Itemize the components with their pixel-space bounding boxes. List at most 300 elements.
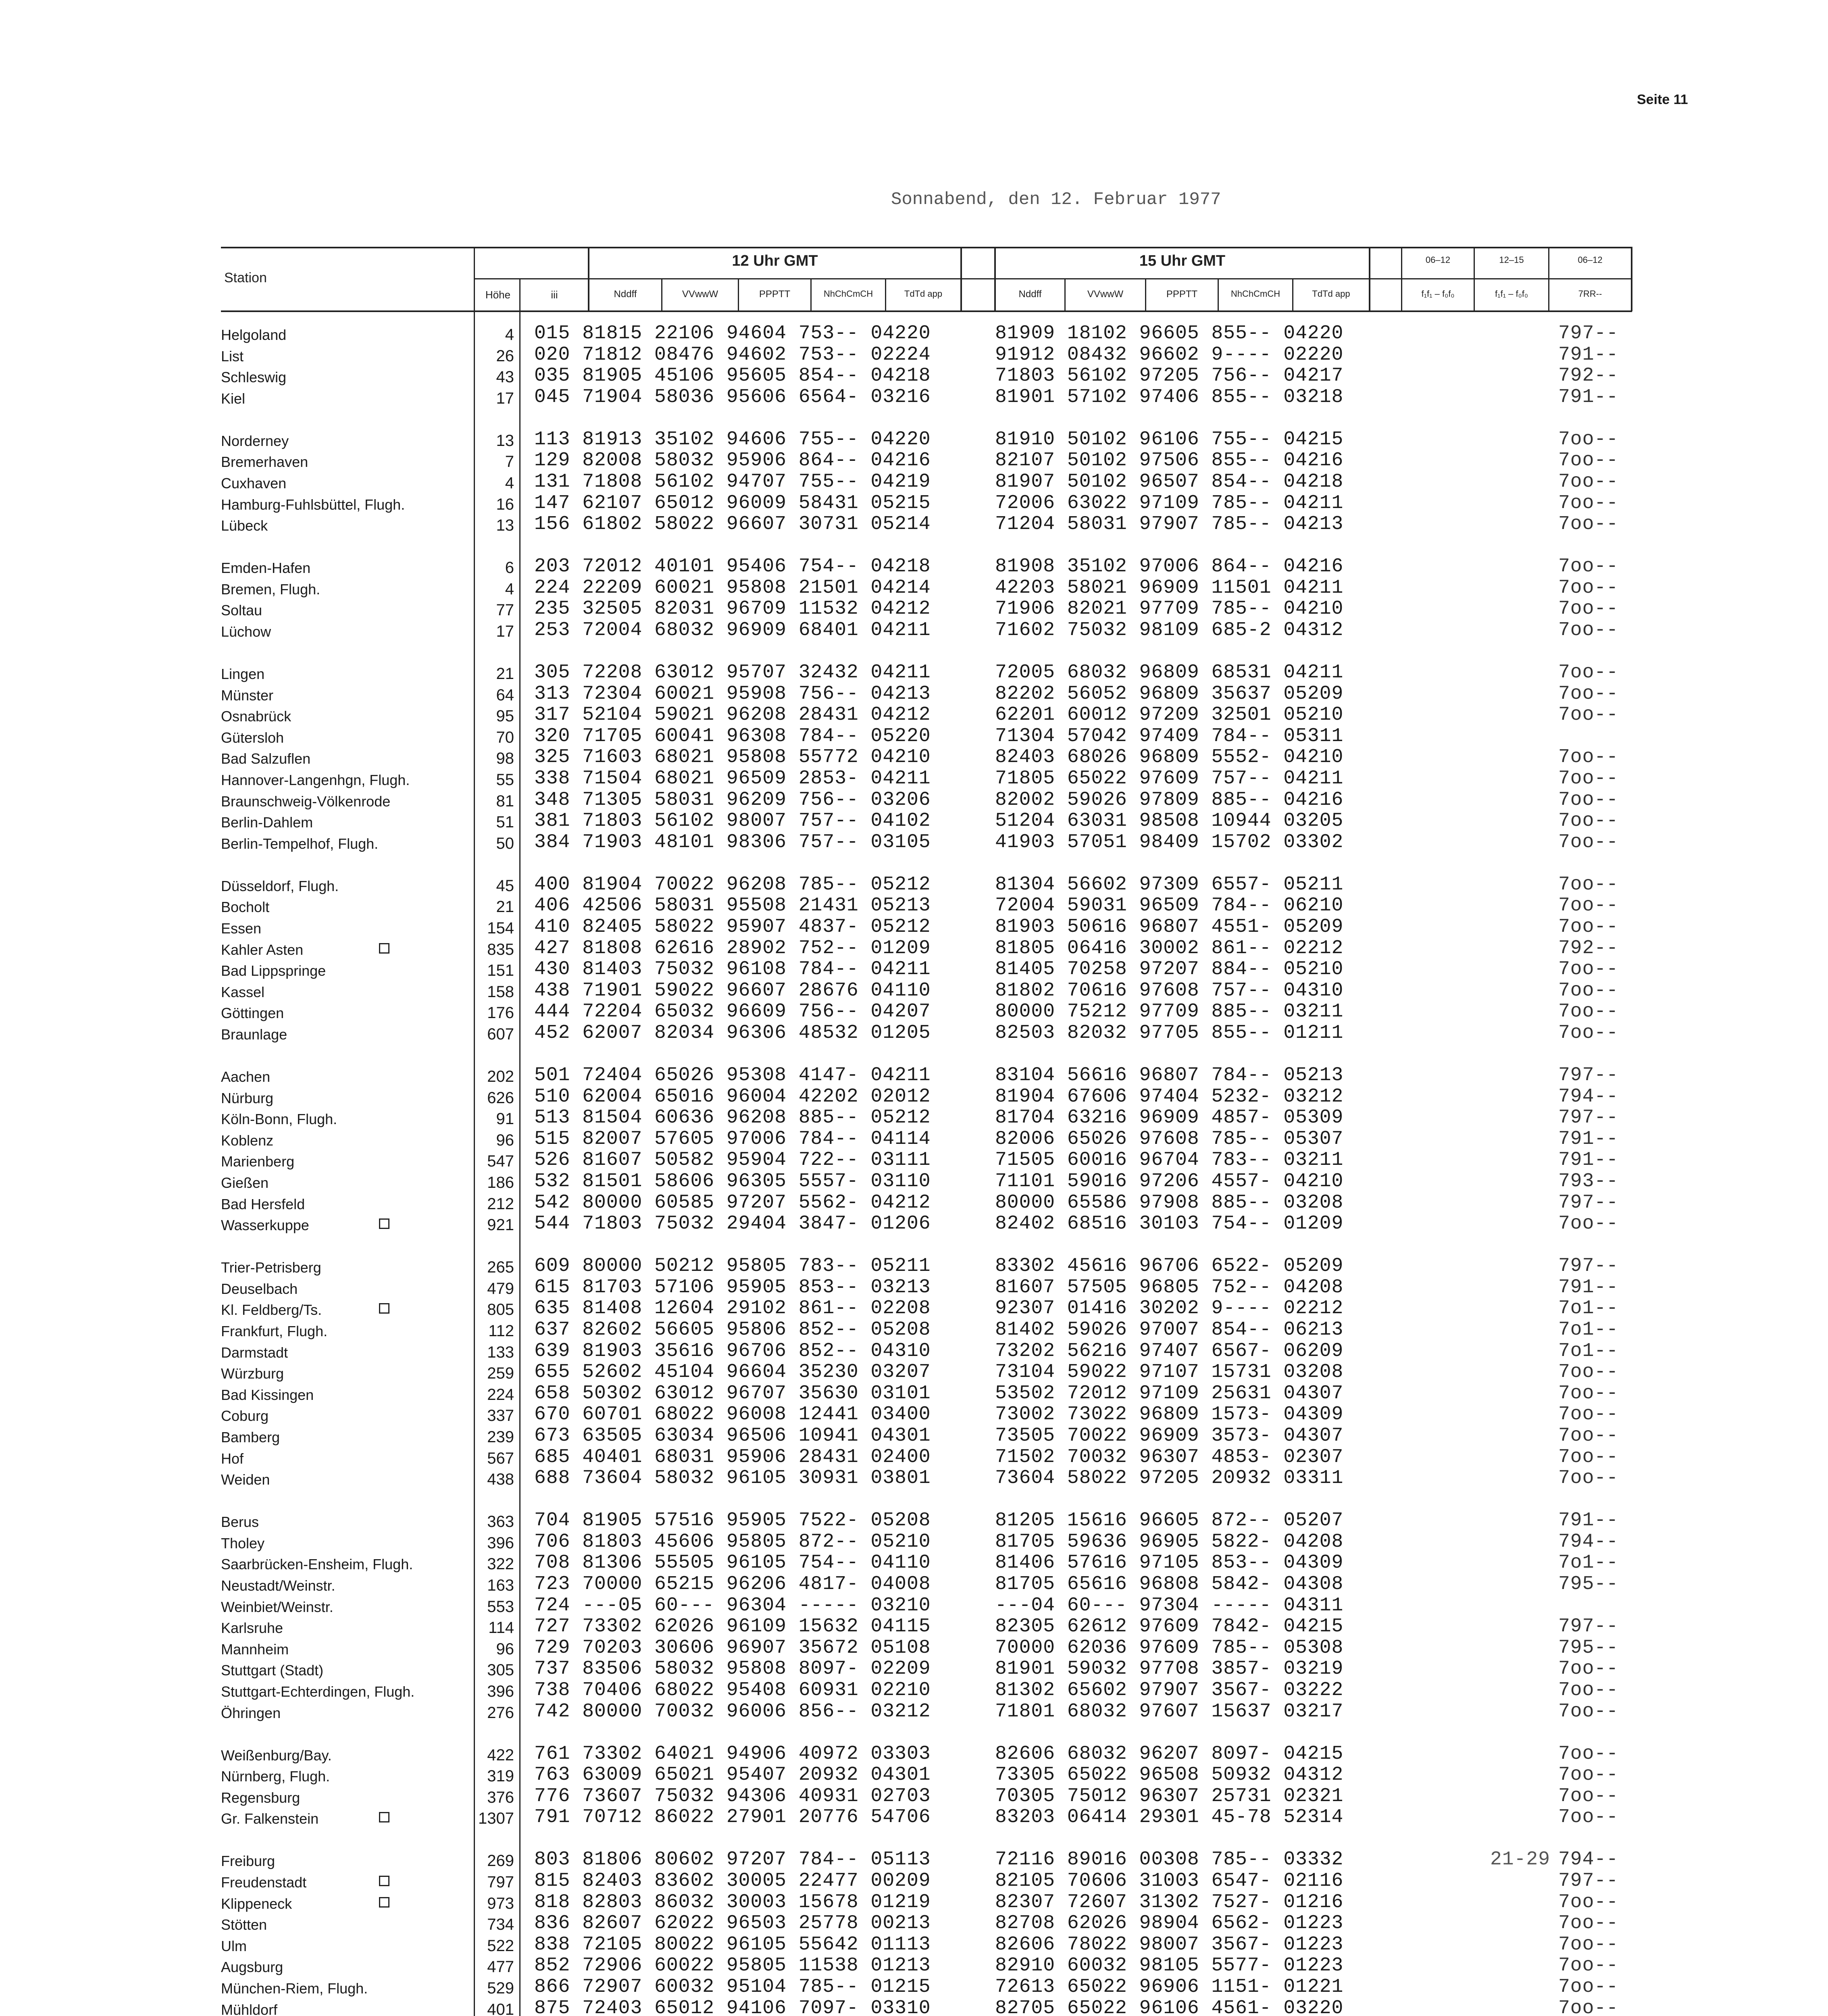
obs-15-gmt: 71502 70032 96307 4853- 02307: [995, 1446, 1344, 1468]
table-row: [0, 344, 1828, 364]
table-row: [0, 683, 1828, 703]
station-name: München-Riem, Flugh.: [221, 1980, 368, 1997]
station-name: Osnabrück: [221, 708, 291, 725]
station-height: 212: [487, 1195, 514, 1213]
obs-12-gmt: 317 52104 59021 96208 28431 04212: [534, 704, 931, 726]
station-height: 186: [487, 1174, 514, 1191]
precip-06-12: 7oo--: [1558, 810, 1619, 832]
precip-06-12: 7o1--: [1558, 1297, 1619, 1319]
precip-06-12: 792--: [1558, 937, 1619, 959]
station-height: 77: [496, 601, 514, 619]
obs-12-gmt: 655 52602 45104 96604 35230 03207: [534, 1361, 931, 1383]
obs-15-gmt: 73505 70022 96909 3573- 04307: [995, 1425, 1344, 1447]
station-height: 438: [487, 1470, 514, 1488]
precip-06-12: 795--: [1558, 1573, 1619, 1595]
header-mid-rule: [474, 278, 1632, 279]
obs-15-gmt: 81405 70258 97207 884-- 05210: [995, 958, 1344, 980]
obs-15-gmt: 70305 75012 96307 25731 02321: [995, 1785, 1344, 1807]
station-height: 529: [487, 1979, 514, 1997]
header-s3: 7RR--: [1578, 289, 1602, 299]
table-row: [0, 1425, 1828, 1445]
precip-06-12: 7oo--: [1558, 1934, 1619, 1956]
station-name: Trier-Petrisberg: [221, 1259, 321, 1276]
obs-12-gmt: 875 72403 65012 94106 7097- 03310: [534, 1997, 931, 2016]
station-name: Bad Salzuflen: [221, 750, 311, 767]
obs-12-gmt: 320 71705 60041 96308 784-- 05220: [534, 725, 931, 747]
obs-15-gmt: 83302 45616 96706 6522- 05209: [995, 1255, 1344, 1277]
table-row: [0, 1997, 1828, 2016]
precip-06-12: 7oo--: [1558, 1361, 1619, 1383]
precip-06-12: 797--: [1558, 1192, 1619, 1214]
station-height: 973: [487, 1895, 514, 1912]
precip-06-12: 7oo--: [1558, 958, 1619, 980]
table-row: [0, 1297, 1828, 1318]
precip-06-12: 791--: [1558, 1149, 1619, 1171]
obs-15-gmt: 71505 60016 96704 783-- 03211: [995, 1149, 1344, 1171]
station-name: Stuttgart-Echterdingen, Flugh.: [221, 1683, 415, 1700]
table-row: [0, 1149, 1828, 1169]
station-height: 265: [487, 1258, 514, 1276]
precip-06-12: 7oo--: [1558, 662, 1619, 683]
header-12-pppt: PPPTT: [759, 289, 791, 300]
station-height: 21: [496, 665, 514, 683]
table-row: [0, 1573, 1828, 1593]
obs-12-gmt: 639 81903 35616 96706 852-- 04310: [534, 1340, 931, 1362]
obs-15-gmt: 71906 82021 97709 785-- 04210: [995, 598, 1344, 620]
obs-12-gmt: 035 81905 45106 95605 854-- 04218: [534, 365, 931, 387]
station-height: 547: [487, 1152, 514, 1170]
station-height: 7: [505, 453, 514, 471]
table-row: [0, 1340, 1828, 1360]
obs-15-gmt: 82708 62026 98904 6562- 01223: [995, 1912, 1344, 1934]
station-height: 64: [496, 686, 514, 704]
obs-15-gmt: 81607 57505 96805 752-- 04208: [995, 1277, 1344, 1298]
station-height: 81: [496, 792, 514, 810]
table-row: [0, 725, 1828, 746]
station-name: Bremen, Flugh.: [221, 581, 321, 598]
obs-12-gmt: 235 32505 82031 96709 11532 04212: [534, 598, 931, 620]
obs-15-gmt: 72005 68032 96809 68531 04211: [995, 662, 1344, 683]
station-height: 1307: [478, 1810, 514, 1827]
obs-15-gmt: 82910 60032 98105 5577- 01223: [995, 1955, 1344, 1976]
precip-06-12: 7oo--: [1558, 556, 1619, 577]
station-name: Bamberg: [221, 1429, 280, 1445]
obs-12-gmt: 737 83506 58032 95808 8097- 02209: [534, 1658, 931, 1680]
obs-15-gmt: 41903 57051 98409 15702 03302: [995, 831, 1344, 853]
station-height: 17: [496, 389, 514, 407]
header-15-pppt: PPPTT: [1166, 289, 1198, 300]
obs-15-gmt: 81903 50616 96807 4551- 05209: [995, 916, 1344, 938]
station-name: Münster: [221, 687, 274, 704]
table-row: [0, 1404, 1828, 1424]
station-height: 21: [496, 898, 514, 916]
station-name: Nürburg: [221, 1090, 274, 1106]
precip-06-12: 7oo--: [1558, 492, 1619, 514]
station-name: Gütersloh: [221, 729, 284, 746]
obs-15-gmt: 71803 56102 97205 756-- 04217: [995, 365, 1344, 387]
precip-06-12: 794--: [1558, 1849, 1619, 1870]
obs-12-gmt: 427 81808 62616 28902 752-- 01209: [534, 937, 931, 959]
station-height: 17: [496, 623, 514, 640]
table-row: [0, 1383, 1828, 1403]
obs-15-gmt: 82202 56052 96809 35637 05209: [995, 683, 1344, 705]
precip-06-12: 7o1--: [1558, 1319, 1619, 1341]
station-height: 319: [487, 1767, 514, 1785]
station-height: 396: [487, 1534, 514, 1552]
table-row: [0, 1192, 1828, 1212]
table-row: [0, 1277, 1828, 1297]
station-name: Lüchow: [221, 623, 271, 640]
obs-12-gmt: 526 81607 50582 95904 722-- 03111: [534, 1149, 931, 1171]
precip-06-12: 797--: [1558, 1616, 1619, 1637]
obs-15-gmt: 81402 59026 97007 854-- 06213: [995, 1319, 1344, 1341]
obs-12-gmt: 742 80000 70032 96006 856-- 03212: [534, 1701, 931, 1722]
obs-12-gmt: 776 73607 75032 94306 40931 02703: [534, 1785, 931, 1807]
station-name: Köln-Bonn, Flugh.: [221, 1111, 337, 1127]
obs-12-gmt: 406 42506 58031 95508 21431 05213: [534, 895, 931, 916]
table-row: [0, 471, 1828, 491]
station-height: 13: [496, 516, 514, 534]
obs-12-gmt: 763 63009 65021 95407 20932 04301: [534, 1764, 931, 1786]
precip-06-12: 7o1--: [1558, 1552, 1619, 1574]
station-name: Bad Hersfeld: [221, 1196, 305, 1212]
station-height: 202: [487, 1068, 514, 1085]
precip-06-12: 7oo--: [1558, 746, 1619, 768]
obs-15-gmt: 83104 56616 96807 784-- 05213: [995, 1064, 1344, 1086]
station-height: 4: [505, 580, 514, 598]
station-name: Frankfurt, Flugh.: [221, 1323, 328, 1339]
table-row: [0, 450, 1828, 470]
precip-06-12: 7oo--: [1558, 980, 1619, 1002]
obs-15-gmt: 71304 57042 97409 784-- 05311: [995, 725, 1344, 747]
station-name: Deuselbach: [221, 1281, 298, 1297]
obs-15-gmt: 91912 08432 96602 9---- 02220: [995, 344, 1344, 366]
obs-15-gmt: 72004 59031 96509 784-- 06210: [995, 895, 1344, 916]
obs-15-gmt: 73202 56216 97407 6567- 06209: [995, 1340, 1344, 1362]
precip-06-12: 7oo--: [1558, 1743, 1619, 1765]
station-name: Bremerhaven: [221, 454, 308, 470]
station-height: 51: [496, 813, 514, 831]
table-row: [0, 810, 1828, 830]
obs-12-gmt: 688 73604 58032 96105 30931 03801: [534, 1467, 931, 1489]
station-height: 479: [487, 1280, 514, 1297]
precip-06-12: 797--: [1558, 1107, 1619, 1129]
obs-12-gmt: 670 60701 68022 96008 12441 03400: [534, 1404, 931, 1425]
obs-12-gmt: 203 72012 40101 95406 754-- 04218: [534, 556, 931, 577]
station-height: 376: [487, 1789, 514, 1806]
table-row: [0, 980, 1828, 1000]
station-height: 95: [496, 707, 514, 725]
station-height: 626: [487, 1089, 514, 1107]
precip-06-12: 797--: [1558, 323, 1619, 344]
header-15-vvwww: VVwwW: [1087, 289, 1124, 300]
obs-15-gmt: 81802 70616 97608 757-- 04310: [995, 980, 1344, 1002]
header-hoehe: Höhe: [485, 289, 511, 301]
station-height: 805: [487, 1301, 514, 1318]
obs-12-gmt: 313 72304 60021 95908 756-- 04213: [534, 683, 931, 705]
table-row: [0, 1086, 1828, 1106]
obs-12-gmt: 637 82602 56605 95806 852-- 05208: [534, 1319, 931, 1341]
table-row: [0, 1849, 1828, 1869]
table-row: [0, 598, 1828, 618]
obs-12-gmt: 803 81806 80602 97207 784-- 05113: [534, 1849, 931, 1870]
precip-06-12: 7oo--: [1558, 1891, 1619, 1913]
header-r2: 12–15: [1499, 255, 1524, 265]
obs-15-gmt: 81205 15616 96605 872-- 05207: [995, 1510, 1344, 1531]
precip-06-12: 7oo--: [1558, 1976, 1619, 1998]
precip-06-12: 7oo--: [1558, 619, 1619, 641]
obs-15-gmt: 71602 75032 98109 685-2 04312: [995, 619, 1344, 641]
obs-15-gmt: 82002 59026 97809 885-- 04216: [995, 789, 1344, 811]
station-name: Ulm: [221, 1938, 247, 1954]
table-row: [0, 1870, 1828, 1890]
station-height: 98: [496, 750, 514, 767]
header-15-uhr: 15 Uhr GMT: [1139, 252, 1226, 269]
obs-12-gmt: 400 81904 70022 96208 785-- 05212: [534, 874, 931, 896]
obs-12-gmt: 015 81815 22106 94604 753-- 04220: [534, 323, 931, 344]
station-name: Aachen: [221, 1068, 271, 1085]
station-name: Kl. Feldberg/Ts.: [221, 1302, 322, 1318]
obs-12-gmt: 542 80000 60585 97207 5562- 04212: [534, 1192, 931, 1214]
obs-12-gmt: 444 72204 65032 96609 756-- 04207: [534, 1001, 931, 1023]
table-row: [0, 429, 1828, 449]
obs-12-gmt: 325 71603 68021 95808 55772 04210: [534, 746, 931, 768]
table-row: [0, 323, 1828, 343]
precip-06-12: 7oo--: [1558, 1806, 1619, 1828]
table-row: [0, 916, 1828, 936]
obs-12-gmt: 147 62107 65012 96009 58431 05215: [534, 492, 931, 514]
obs-12-gmt: 129 82008 58032 95906 864-- 04216: [534, 450, 931, 471]
precip-06-12: 793--: [1558, 1170, 1619, 1192]
station-name: Lingen: [221, 666, 265, 682]
obs-15-gmt: 81704 63216 96909 4857- 05309: [995, 1107, 1344, 1129]
station-name: Göttingen: [221, 1005, 284, 1021]
table-row: [0, 1213, 1828, 1233]
open-square-icon: [379, 1218, 389, 1229]
precip-06-12: 7oo--: [1558, 683, 1619, 705]
table-row: [0, 1022, 1828, 1042]
station-name: Lübeck: [221, 517, 268, 534]
table-row: [0, 1679, 1828, 1699]
header-r1: 06–12: [1425, 255, 1451, 265]
obs-12-gmt: 761 73302 64021 94906 40972 03303: [534, 1743, 931, 1765]
station-name: Freiburg: [221, 1853, 275, 1869]
precip-06-12: 7oo--: [1558, 577, 1619, 599]
date-line: Sonnabend, den 12. Februar 1977: [891, 190, 1221, 210]
obs-15-gmt: 82705 65022 96106 4561- 03220: [995, 1997, 1344, 2016]
station-name: Norderney: [221, 433, 289, 449]
table-row: [0, 1510, 1828, 1530]
obs-15-gmt: 81705 65616 96808 5842- 04308: [995, 1573, 1344, 1595]
precip-06-12: 7oo--: [1558, 1785, 1619, 1807]
station-height: 91: [496, 1110, 514, 1128]
station-height: 151: [487, 962, 514, 979]
station-height: 835: [487, 941, 514, 958]
table-row: [0, 1552, 1828, 1572]
precip-06-12: 797--: [1558, 1255, 1619, 1277]
obs-12-gmt: 729 70203 30606 96907 35672 05108: [534, 1637, 931, 1659]
precip-06-12: 7oo--: [1558, 874, 1619, 896]
station-name: Augsburg: [221, 1959, 283, 1975]
obs-15-gmt: 71101 59016 97206 4557- 04210: [995, 1170, 1344, 1192]
station-name: Gießen: [221, 1175, 269, 1191]
table-row: [0, 365, 1828, 385]
obs-15-gmt: 71204 58031 97907 785-- 04213: [995, 513, 1344, 535]
station-height: 797: [487, 1873, 514, 1891]
header-15-nh: NhChCmCH: [1230, 289, 1280, 299]
table-row: [0, 1064, 1828, 1085]
obs-12-gmt: 510 62004 65016 96004 42202 02012: [534, 1086, 931, 1108]
obs-12-gmt: 224 22209 60021 95808 21501 04214: [534, 577, 931, 599]
station-height: 422: [487, 1746, 514, 1764]
table-row: [0, 1255, 1828, 1275]
table-row: [0, 1319, 1828, 1339]
table-row: [0, 1912, 1828, 1933]
station-name: Freudenstadt: [221, 1874, 307, 1891]
obs-12-gmt: 708 81306 55505 96105 754-- 04110: [534, 1552, 931, 1574]
precip-06-12: 7oo--: [1558, 1658, 1619, 1680]
station-height: 337: [487, 1407, 514, 1425]
table-row: [0, 556, 1828, 576]
station-name: Schleswig: [221, 369, 287, 385]
station-height: 26: [496, 347, 514, 365]
header-top-rule: [221, 247, 1632, 248]
table-row: [0, 1764, 1828, 1784]
station-height: 4: [505, 474, 514, 492]
obs-12-gmt: 410 82405 58022 95907 4837- 05212: [534, 916, 931, 938]
precip-06-12: 7oo--: [1558, 450, 1619, 471]
table-row: [0, 1701, 1828, 1721]
station-name: Cuxhaven: [221, 475, 287, 492]
precip-06-12: 797--: [1558, 1064, 1619, 1086]
open-square-icon: [379, 1303, 389, 1314]
obs-12-gmt: 727 73302 62026 96109 15632 04115: [534, 1616, 931, 1637]
v-rule-15-end: [1369, 247, 1370, 311]
obs-15-gmt: ---04 60--- 97304 ----- 04311: [995, 1595, 1344, 1616]
open-square-icon: [379, 1876, 389, 1886]
header-12-vvwww: VVwwW: [682, 289, 718, 300]
obs-12-gmt: 818 82803 86032 30003 15678 01219: [534, 1891, 931, 1913]
station-height: 239: [487, 1428, 514, 1446]
station-height: 50: [496, 835, 514, 852]
obs-12-gmt: 131 71808 56102 94707 755-- 04219: [534, 471, 931, 493]
station-height: 43: [496, 368, 514, 386]
station-height: 176: [487, 1004, 514, 1022]
station-height: 45: [496, 877, 514, 895]
precip-06-12: 7oo--: [1558, 1446, 1619, 1468]
precip-06-12: 7oo--: [1558, 1997, 1619, 2016]
obs-12-gmt: 513 81504 60636 96208 885-- 05212: [534, 1107, 931, 1129]
obs-12-gmt: 348 71305 58031 96209 756-- 03206: [534, 789, 931, 811]
obs-12-gmt: 838 72105 80022 96105 55642 01113: [534, 1934, 931, 1956]
obs-12-gmt: 113 81913 35102 94606 755-- 04220: [534, 429, 931, 450]
table-row: [0, 1001, 1828, 1021]
obs-15-gmt: 81901 59032 97708 3857- 03219: [995, 1658, 1344, 1680]
station-name: Soltau: [221, 602, 262, 619]
obs-15-gmt: 51204 63031 98508 10944 03205: [995, 810, 1344, 832]
station-height: 158: [487, 983, 514, 1001]
table-row: [0, 1616, 1828, 1636]
obs-15-gmt: 82307 72607 31302 7527- 01216: [995, 1891, 1344, 1913]
precip-06-12: 791--: [1558, 1510, 1619, 1531]
table-row: [0, 1976, 1828, 1996]
table-row: [0, 1658, 1828, 1678]
obs-15-gmt: 53502 72012 97109 25631 04307: [995, 1383, 1344, 1404]
station-height: 16: [496, 496, 514, 513]
obs-12-gmt: 791 70712 86022 27901 20776 54706: [534, 1806, 931, 1828]
obs-15-gmt: 72613 65022 96906 1151- 01221: [995, 1976, 1344, 1998]
header-12-tdtd: TdTd app: [904, 289, 943, 299]
station-name: Bad Lippspringe: [221, 962, 326, 979]
obs-15-gmt: 73604 58022 97205 20932 03311: [995, 1467, 1344, 1489]
table-row: [0, 1361, 1828, 1381]
obs-12-gmt: 532 81501 58606 96305 5557- 03110: [534, 1170, 931, 1192]
obs-12-gmt: 685 40401 68031 95906 28431 02400: [534, 1446, 931, 1468]
table-row: [0, 577, 1828, 597]
station-name: Braunlage: [221, 1026, 287, 1043]
table-row: [0, 386, 1828, 406]
obs-15-gmt: 83203 06414 29301 45-78 52314: [995, 1806, 1344, 1828]
table-row: [0, 768, 1828, 788]
precip-06-12: 7oo--: [1558, 1022, 1619, 1044]
precip-06-12: 7oo--: [1558, 1679, 1619, 1701]
station-height: 133: [487, 1343, 514, 1361]
precip-06-12: 7oo--: [1558, 831, 1619, 853]
precip-06-12: 7oo--: [1558, 429, 1619, 450]
station-height: 163: [487, 1577, 514, 1594]
table-row: [0, 513, 1828, 533]
station-name: Berus: [221, 1514, 259, 1530]
precip-06-12: 794--: [1558, 1086, 1619, 1108]
station-height: 96: [496, 1131, 514, 1149]
obs-15-gmt: 71805 65022 97609 757-- 04211: [995, 768, 1344, 789]
obs-15-gmt: 81908 35102 97006 864-- 04216: [995, 556, 1344, 577]
table-row: [0, 492, 1828, 512]
obs-12-gmt: 253 72004 68032 96909 68401 04211: [534, 619, 931, 641]
station-name: Stötten: [221, 1916, 267, 1933]
precip-06-12: 791--: [1558, 386, 1619, 408]
table-row: [0, 1891, 1828, 1912]
table-row: [0, 1595, 1828, 1615]
table-row: [0, 958, 1828, 979]
precip-06-12: 7oo--: [1558, 598, 1619, 620]
header-12-nh: NhChCmCH: [823, 289, 873, 299]
obs-15-gmt: 82006 65026 97608 785-- 05307: [995, 1128, 1344, 1150]
station-name: Klippeneck: [221, 1895, 292, 1912]
obs-15-gmt: 82105 70606 31003 6547- 02116: [995, 1870, 1344, 1892]
station-name: Karlsruhe: [221, 1620, 283, 1636]
table-row: [0, 662, 1828, 682]
v-rule-end: [1631, 247, 1632, 311]
header-iii: iii: [551, 289, 558, 301]
precip-06-12: 7oo--: [1558, 1404, 1619, 1425]
station-height: 607: [487, 1025, 514, 1043]
precip-06-12: 7oo--: [1558, 895, 1619, 916]
station-name: Braunschweig-Völkenrode: [221, 793, 391, 810]
obs-15-gmt: 73104 59022 97107 15731 03208: [995, 1361, 1344, 1383]
station-name: Nürnberg, Flugh.: [221, 1768, 330, 1785]
station-name: Marienberg: [221, 1153, 295, 1170]
obs-15-gmt: 81705 59636 96905 5822- 04208: [995, 1531, 1344, 1553]
station-height: 13: [496, 432, 514, 450]
obs-15-gmt: 71801 68032 97607 15637 03217: [995, 1701, 1344, 1722]
obs-12-gmt: 438 71901 59022 96607 28676 04110: [534, 980, 931, 1002]
header-bottom-rule: [221, 310, 1632, 312]
obs-12-gmt: 615 81703 57106 95905 853-- 03213: [534, 1277, 931, 1298]
station-name: Mühldorf: [221, 2001, 278, 2016]
station-name: Koblenz: [221, 1132, 274, 1149]
precip-06-12: 7oo--: [1558, 513, 1619, 535]
